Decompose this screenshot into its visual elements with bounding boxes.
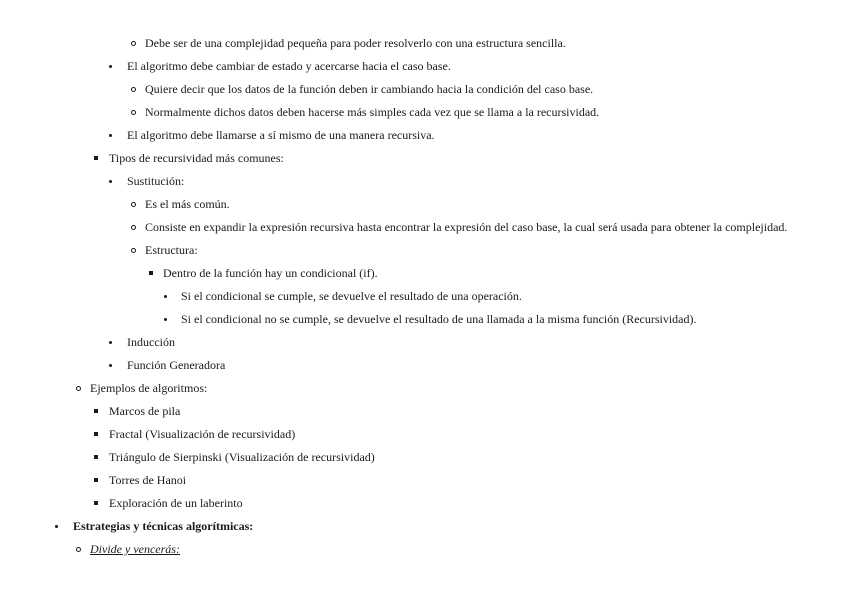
disc-bullet-icon	[163, 311, 181, 327]
disc-bullet-icon	[108, 357, 127, 373]
list-item	[108, 58, 451, 74]
list-item	[94, 403, 180, 419]
disc-bullet-icon	[108, 58, 127, 74]
list-item	[108, 173, 184, 189]
list-item-text: Triángulo de Sierpinski (Visualización de recursividad)	[109, 450, 375, 464]
list-item	[94, 449, 375, 465]
list-item	[131, 242, 198, 258]
list-item-text: Marcos de pila	[109, 404, 181, 418]
list-item-text: Si el condicional no se cumple, se devuelve el resultado de una llamada a la misma función (Recursividad).	[181, 312, 697, 326]
list-item-text: Es el más común.	[145, 197, 230, 211]
disc-bullet-icon	[54, 518, 73, 534]
square-bullet-icon	[94, 495, 109, 511]
list-item-text: Sustitución:	[127, 174, 185, 188]
circle-bullet-icon	[131, 81, 145, 97]
square-bullet-icon	[149, 265, 163, 281]
list-item-text: Torres de Hanoi	[109, 473, 187, 487]
list-item-text: Dentro de la función hay un condicional (if).	[163, 266, 378, 280]
list-item	[94, 495, 243, 511]
section-heading-item	[54, 518, 253, 534]
list-item	[149, 265, 378, 281]
list-item	[131, 81, 593, 97]
list-item	[131, 35, 566, 51]
list-item	[131, 196, 230, 212]
circle-bullet-icon	[76, 380, 90, 396]
circle-bullet-icon	[131, 35, 145, 51]
list-item	[94, 426, 295, 442]
list-item-text: Estructura:	[145, 243, 198, 257]
list-item-text: Si el condicional se cumple, se devuelve el resultado de una operación.	[181, 289, 522, 303]
list-item	[94, 472, 186, 488]
list-item-text: Tipos de recursividad más comunes:	[109, 151, 284, 165]
list-item-text: Quiere decir que los datos de la función deben ir cambiando hacia la condición del caso base.	[145, 82, 594, 96]
disc-bullet-icon	[108, 173, 127, 189]
list-item-text: Inducción	[127, 335, 175, 349]
disc-bullet-icon	[108, 334, 127, 350]
list-item-text: Normalmente dichos datos deben hacerse más simples cada vez que se llama a la recursividad.	[145, 105, 600, 119]
circle-bullet-icon	[76, 541, 90, 557]
circle-bullet-icon	[131, 196, 145, 212]
section-heading: Estrategias y técnicas algorítmicas:	[73, 519, 254, 533]
disc-bullet-icon	[163, 288, 181, 304]
list-item	[163, 311, 697, 327]
list-item	[108, 357, 225, 373]
list-item-text: Función Generadora	[127, 358, 226, 372]
list-item-text: Exploración de un laberinto	[109, 496, 243, 510]
list-item	[76, 541, 180, 557]
list-item-text: El algoritmo debe llamarse a sí mismo de una manera recursiva.	[127, 128, 435, 142]
list-item-text: Consiste en expandir la expresión recursiva hasta encontrar la expresión del caso base, la cual será usada para obtener la complejidad.	[145, 220, 788, 234]
square-bullet-icon	[94, 472, 109, 488]
list-item	[108, 334, 175, 350]
list-item-text: El algoritmo debe cambiar de estado y acercarse hacia el caso base.	[127, 59, 451, 73]
square-bullet-icon	[94, 449, 109, 465]
list-item-text: Fractal (Visualización de recursividad)	[109, 427, 296, 441]
list-item	[163, 288, 522, 304]
circle-bullet-icon	[131, 242, 145, 258]
square-bullet-icon	[94, 150, 109, 166]
list-item	[131, 104, 599, 120]
square-bullet-icon	[94, 426, 109, 442]
divide-and-conquer-link[interactable]: Divide y vencerás:	[90, 542, 180, 556]
circle-bullet-icon	[131, 104, 145, 120]
list-item-text: Ejemplos de algoritmos:	[90, 381, 208, 395]
disc-bullet-icon	[108, 127, 127, 143]
list-item	[94, 150, 284, 166]
list-item	[108, 127, 435, 143]
list-item	[76, 380, 207, 396]
list-item	[131, 219, 787, 235]
circle-bullet-icon	[131, 219, 145, 235]
list-item-text: Debe ser de una complejidad pequeña para poder resolverlo con una estructura sencilla.	[145, 36, 566, 50]
square-bullet-icon	[94, 403, 109, 419]
